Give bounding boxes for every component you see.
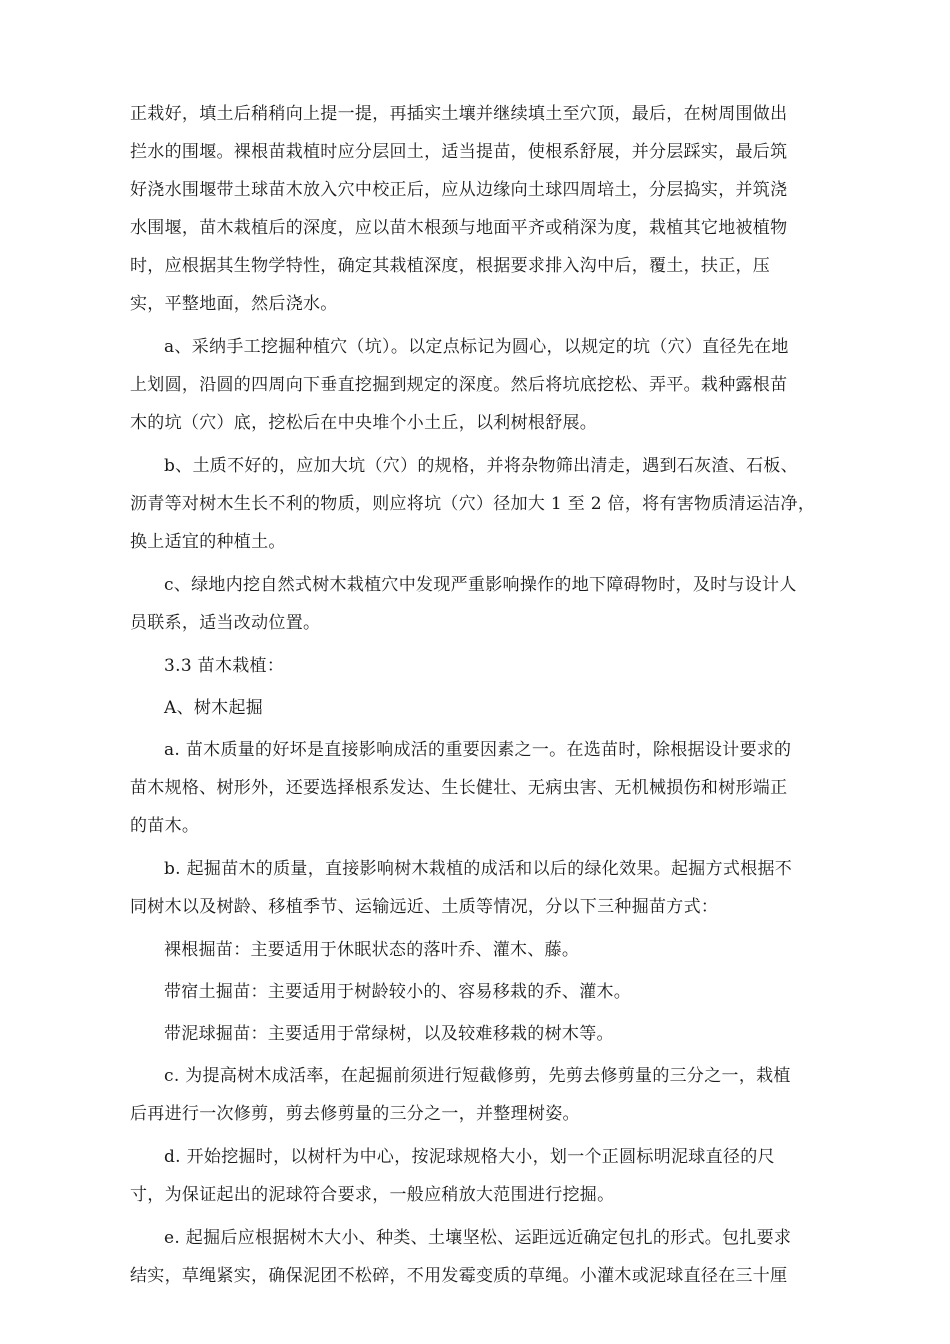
text-line: 员联系，适当改动位置。 — [130, 613, 321, 633]
text-line: 同树木以及树龄、移植季节、运输远近、土质等情况，分以下三种掘苗方式： — [130, 897, 719, 917]
text-line: 换上适宜的种植土。 — [130, 532, 286, 552]
text-line: b. 起掘苗木的质量，直接影响树木栽植的成活和以后的绿化效果。起掘方式根据不 — [164, 859, 793, 879]
text-line: d. 开始挖掘时，以树杆为中心，按泥球规格大小，划一个正圆标明泥球直径的尺 — [164, 1147, 775, 1167]
text-line: 沥青等对树木生长不利的物质，则应将坑（穴）径加大 1 至 2 倍，将有害物质清运洁净， — [130, 494, 816, 514]
text-line: 苗木规格、树形外，还要选择根系发达、生长健壮、无病虫害、无机械损伤和树形端正 — [130, 778, 788, 798]
text-line: a. 苗木质量的好坏是直接影响成活的重要因素之一。在选苗时，除根据设计要求的 — [164, 740, 792, 760]
text-line: 时，应根据其生物学特性，确定其栽植深度，根据要求排入沟中后，覆土，扶正，压 — [130, 256, 771, 276]
text-line: c. 为提高树木成活率，在起掘前须进行短截修剪，先剪去修剪量的三分之一，栽植 — [164, 1066, 791, 1086]
text-line: 后再进行一次修剪，剪去修剪量的三分之一，并整理树姿。 — [130, 1104, 580, 1124]
text-line: 正栽好，填土后稍稍向上提一提，再插实土壤并继续填土至穴顶，最后，在树周围做出 — [130, 104, 788, 124]
section-heading: 3.3 苗木栽植： — [164, 656, 285, 676]
text-line: 带宿土掘苗：主要适用于树龄较小的、容易移栽的乔、灌木。 — [164, 982, 632, 1002]
text-line: 带泥球掘苗：主要适用于常绿树，以及较难移栽的树木等。 — [164, 1024, 614, 1044]
subsection-heading: A、树木起掘 — [164, 698, 264, 718]
text-line: 寸，为保证起出的泥球符合要求，一般应稍放大范围进行挖掘。 — [130, 1185, 615, 1205]
text-line: 好浇水围堰带土球苗木放入穴中校正后，应从边缘向土球四周培土，分层捣实，并筑浇 — [130, 180, 788, 200]
text-line: 的苗木。 — [130, 816, 200, 836]
text-line: c、绿地内挖自然式树木栽植穴中发现严重影响操作的地下障碍物时，及时与设计人 — [164, 575, 797, 595]
text-line: 实，平整地面，然后浇水。 — [130, 294, 338, 314]
text-line: 上划圆，沿圆的四周向下垂直挖掘到规定的深度。然后将坑底挖松、弄平。栽种露根苗 — [130, 375, 788, 395]
text-line: 结实，草绳紧实，确保泥团不松碎，不用发霉变质的草绳。小灌木或泥球直径在三十厘 — [130, 1266, 788, 1286]
text-line: b、土质不好的，应加大坑（穴）的规格，并将杂物筛出清走，遇到石灰渣、石板、 — [164, 456, 798, 476]
text-line: 木的坑（穴）底，挖松后在中央堆个小土丘，以利树根舒展。 — [130, 413, 598, 433]
text-line: e. 起掘后应根据树木大小、种类、土壤坚松、运距远近确定包扎的形式。包扎要求 — [164, 1228, 792, 1248]
text-line: 拦水的围堰。裸根苗栽植时应分层回土，适当提苗，使根系舒展，并分层踩实，最后筑 — [130, 142, 788, 162]
text-line: 水围堰，苗木栽植后的深度，应以苗木根颈与地面平齐或稍深为度，栽植其它地被植物 — [130, 218, 788, 238]
text-line: a、采纳手工挖掘种植穴（坑）。以定点标记为圆心，以规定的坑（穴）直径先在地 — [164, 337, 789, 357]
text-line: 裸根掘苗：主要适用于休眠状态的落叶乔、灌木、藤。 — [164, 940, 580, 960]
